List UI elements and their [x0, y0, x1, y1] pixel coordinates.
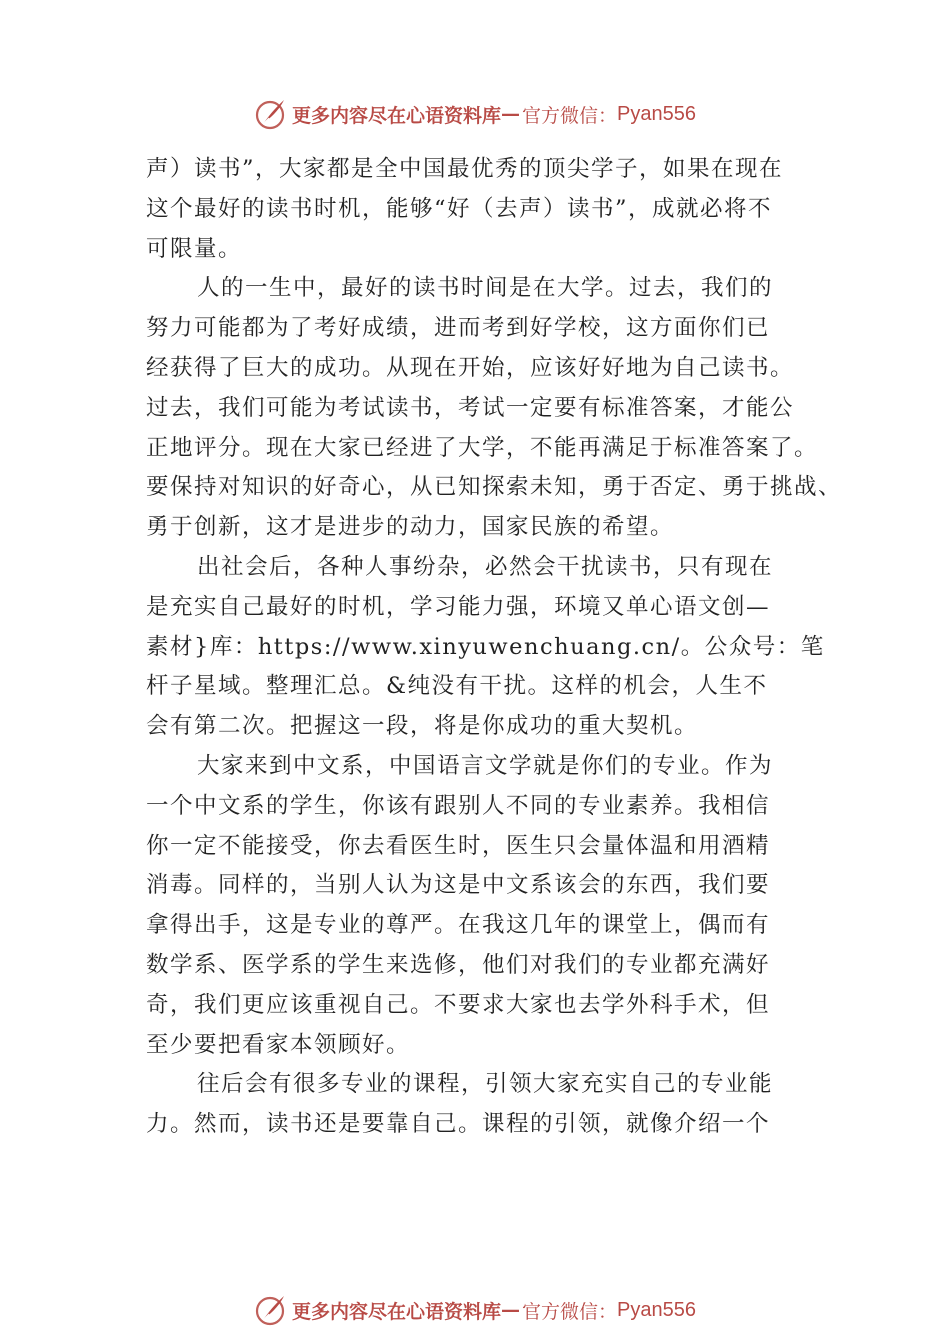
body-line: 奇，我们更应该重视自己。不要求大家也去学外科手术，但	[146, 991, 771, 1018]
body-line: 大家来到中文系，中国语言文学就是你们的专业。作为	[197, 752, 774, 779]
header-banner-text: 更多内容尽在心语资料库	[292, 104, 502, 127]
body-line: 至少要把看家本领顾好。	[146, 1031, 411, 1058]
body-line: 往后会有很多专业的课程，引领大家充实自己的专业能	[197, 1071, 774, 1098]
footer-banner-separator: —	[501, 1299, 521, 1321]
body-line: 你一定不能接受，你去看医生时，医生只会量体温和用酒精	[146, 832, 771, 859]
body-line: 是充实自己最好的时机，学习能力强，环境又单心语文创—	[146, 593, 771, 620]
document-body	[146, 150, 843, 1145]
footer-wechat-label: 官方微信：	[522, 1300, 618, 1323]
body-line: 要保持对知识的好奇心，从已知探索未知，勇于否定、勇于挑战、	[146, 474, 843, 501]
footer-banner	[0, 1290, 950, 1330]
body-line: 这个最好的读书时机，能够“好（去声）读书”，成就必将不	[146, 195, 773, 222]
quill-pen-logo-icon	[254, 97, 288, 131]
header-banner	[0, 94, 950, 134]
body-line: 人的一生中，最好的读书时间是在大学。过去，我们的	[197, 275, 774, 302]
body-line: 消毒。同样的，当别人认为这是中文系该会的东西，我们要	[146, 872, 771, 899]
body-line: 拿得出手，这是专业的尊严。在我这几年的课堂上，偶而有	[146, 912, 771, 939]
body-line: 数学系、医学系的学生来选修，他们对我们的专业都充满好	[146, 951, 771, 978]
body-line: 过去，我们可能为考试读书，考试一定要有标准答案，才能公	[146, 394, 795, 421]
body-line: 可限量。	[146, 235, 243, 262]
body-line: 会有第二次。把握这一段，将是你成功的重大契机。	[146, 713, 699, 740]
body-line: 出社会后，各种人事纷杂，必然会干扰读书，只有现在	[197, 553, 774, 580]
body-line: 素材}库：https://www.xinyuwenchuang.cn/。公众号：笔	[146, 633, 825, 660]
header-banner-separator: —	[501, 103, 521, 125]
quill-pen-logo-icon	[254, 1293, 288, 1327]
header-wechat-label: 官方微信：	[522, 104, 618, 127]
body-line: 正地评分。现在大家已经进了大学，不能再满足于标准答案了。	[146, 434, 819, 461]
footer-wechat-id: Pyan556	[617, 1298, 696, 1321]
body-line: 力。然而，读书还是要靠自己。课程的引领，就像介绍一个	[146, 1111, 771, 1138]
body-line: 经获得了巨大的成功。从现在开始，应该好好地为自己读书。	[146, 354, 795, 381]
body-line: 勇于创新，这才是进步的动力，国家民族的希望。	[146, 514, 675, 541]
header-wechat-id: Pyan556	[617, 102, 696, 125]
body-line: 声）读书”，大家都是全中国最优秀的顶尖学子，如果在现在	[146, 156, 784, 182]
body-line: 一个中文系的学生，你该有跟别人不同的专业素养。我相信	[146, 792, 771, 819]
body-line: 努力可能都为了考好成绩，进而考到好学校，这方面你们已	[146, 315, 771, 342]
footer-banner-text: 更多内容尽在心语资料库	[292, 1300, 502, 1323]
body-line: 杆子星域。整理汇总。&纯没有干扰。这样的机会，人生不	[146, 673, 768, 700]
